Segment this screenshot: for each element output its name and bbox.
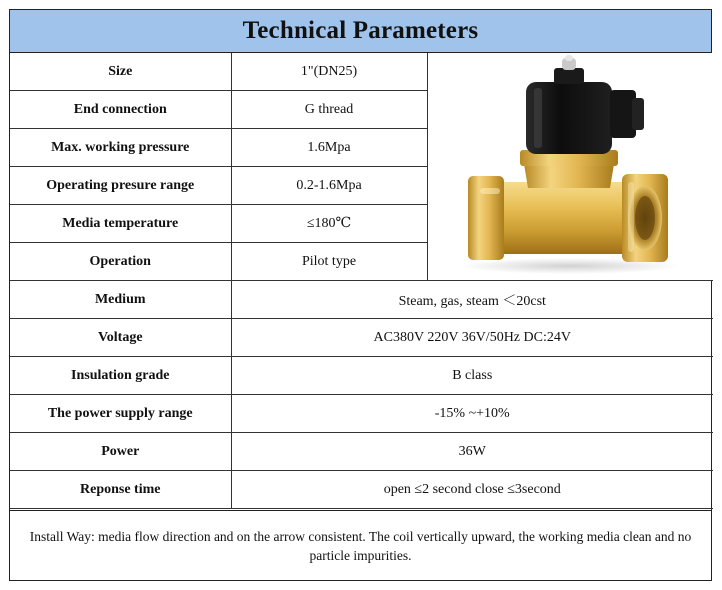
product-photo-cell bbox=[427, 53, 713, 281]
row-value: 36W bbox=[231, 433, 713, 471]
row-label: Operation bbox=[10, 243, 231, 281]
parameter-table bbox=[10, 53, 713, 509]
row-label: End connection bbox=[10, 91, 231, 129]
table-row bbox=[10, 357, 713, 395]
row-value: 1.6Mpa bbox=[231, 129, 427, 167]
table-row bbox=[10, 471, 713, 509]
row-label: Media temperature bbox=[10, 205, 231, 243]
row-label: Voltage bbox=[10, 319, 231, 357]
row-value: Pilot type bbox=[231, 243, 427, 281]
row-label: Max. working pressure bbox=[10, 129, 231, 167]
row-value: 0.2-1.6Mpa bbox=[231, 167, 427, 205]
row-label: Insulation grade bbox=[10, 357, 231, 395]
row-value: AC380V 220V 36V/50Hz DC:24V bbox=[231, 319, 713, 357]
row-value: B class bbox=[231, 357, 713, 395]
table-row bbox=[10, 319, 713, 357]
row-label: Size bbox=[10, 53, 231, 91]
row-label: Medium bbox=[10, 281, 231, 319]
row-label: Operating presure range bbox=[10, 167, 231, 205]
row-value: Steam, gas, steam ＜20cst bbox=[231, 281, 713, 319]
row-label: Power bbox=[10, 433, 231, 471]
product-photo bbox=[432, 54, 718, 280]
parameter-sheet bbox=[9, 9, 712, 581]
table-row bbox=[10, 53, 713, 91]
row-value: -15% ~+10% bbox=[231, 395, 713, 433]
row-value: open ≤2 second close ≤3second bbox=[231, 471, 713, 509]
row-label: The power supply range bbox=[10, 395, 231, 433]
table-row bbox=[10, 281, 713, 319]
table-row bbox=[10, 395, 713, 433]
row-label: Reponse time bbox=[10, 471, 231, 509]
row-value: 1"(DN25) bbox=[231, 53, 427, 91]
sheet-title: Technical Parameters bbox=[10, 10, 711, 53]
install-note: Install Way: media flow direction and on the arrow consistent. The coil vertically upward, the working media clean and no particle impurities. bbox=[10, 510, 711, 580]
row-value: G thread bbox=[231, 91, 427, 129]
row-value: ≤180℃ bbox=[231, 205, 427, 243]
table-row bbox=[10, 433, 713, 471]
